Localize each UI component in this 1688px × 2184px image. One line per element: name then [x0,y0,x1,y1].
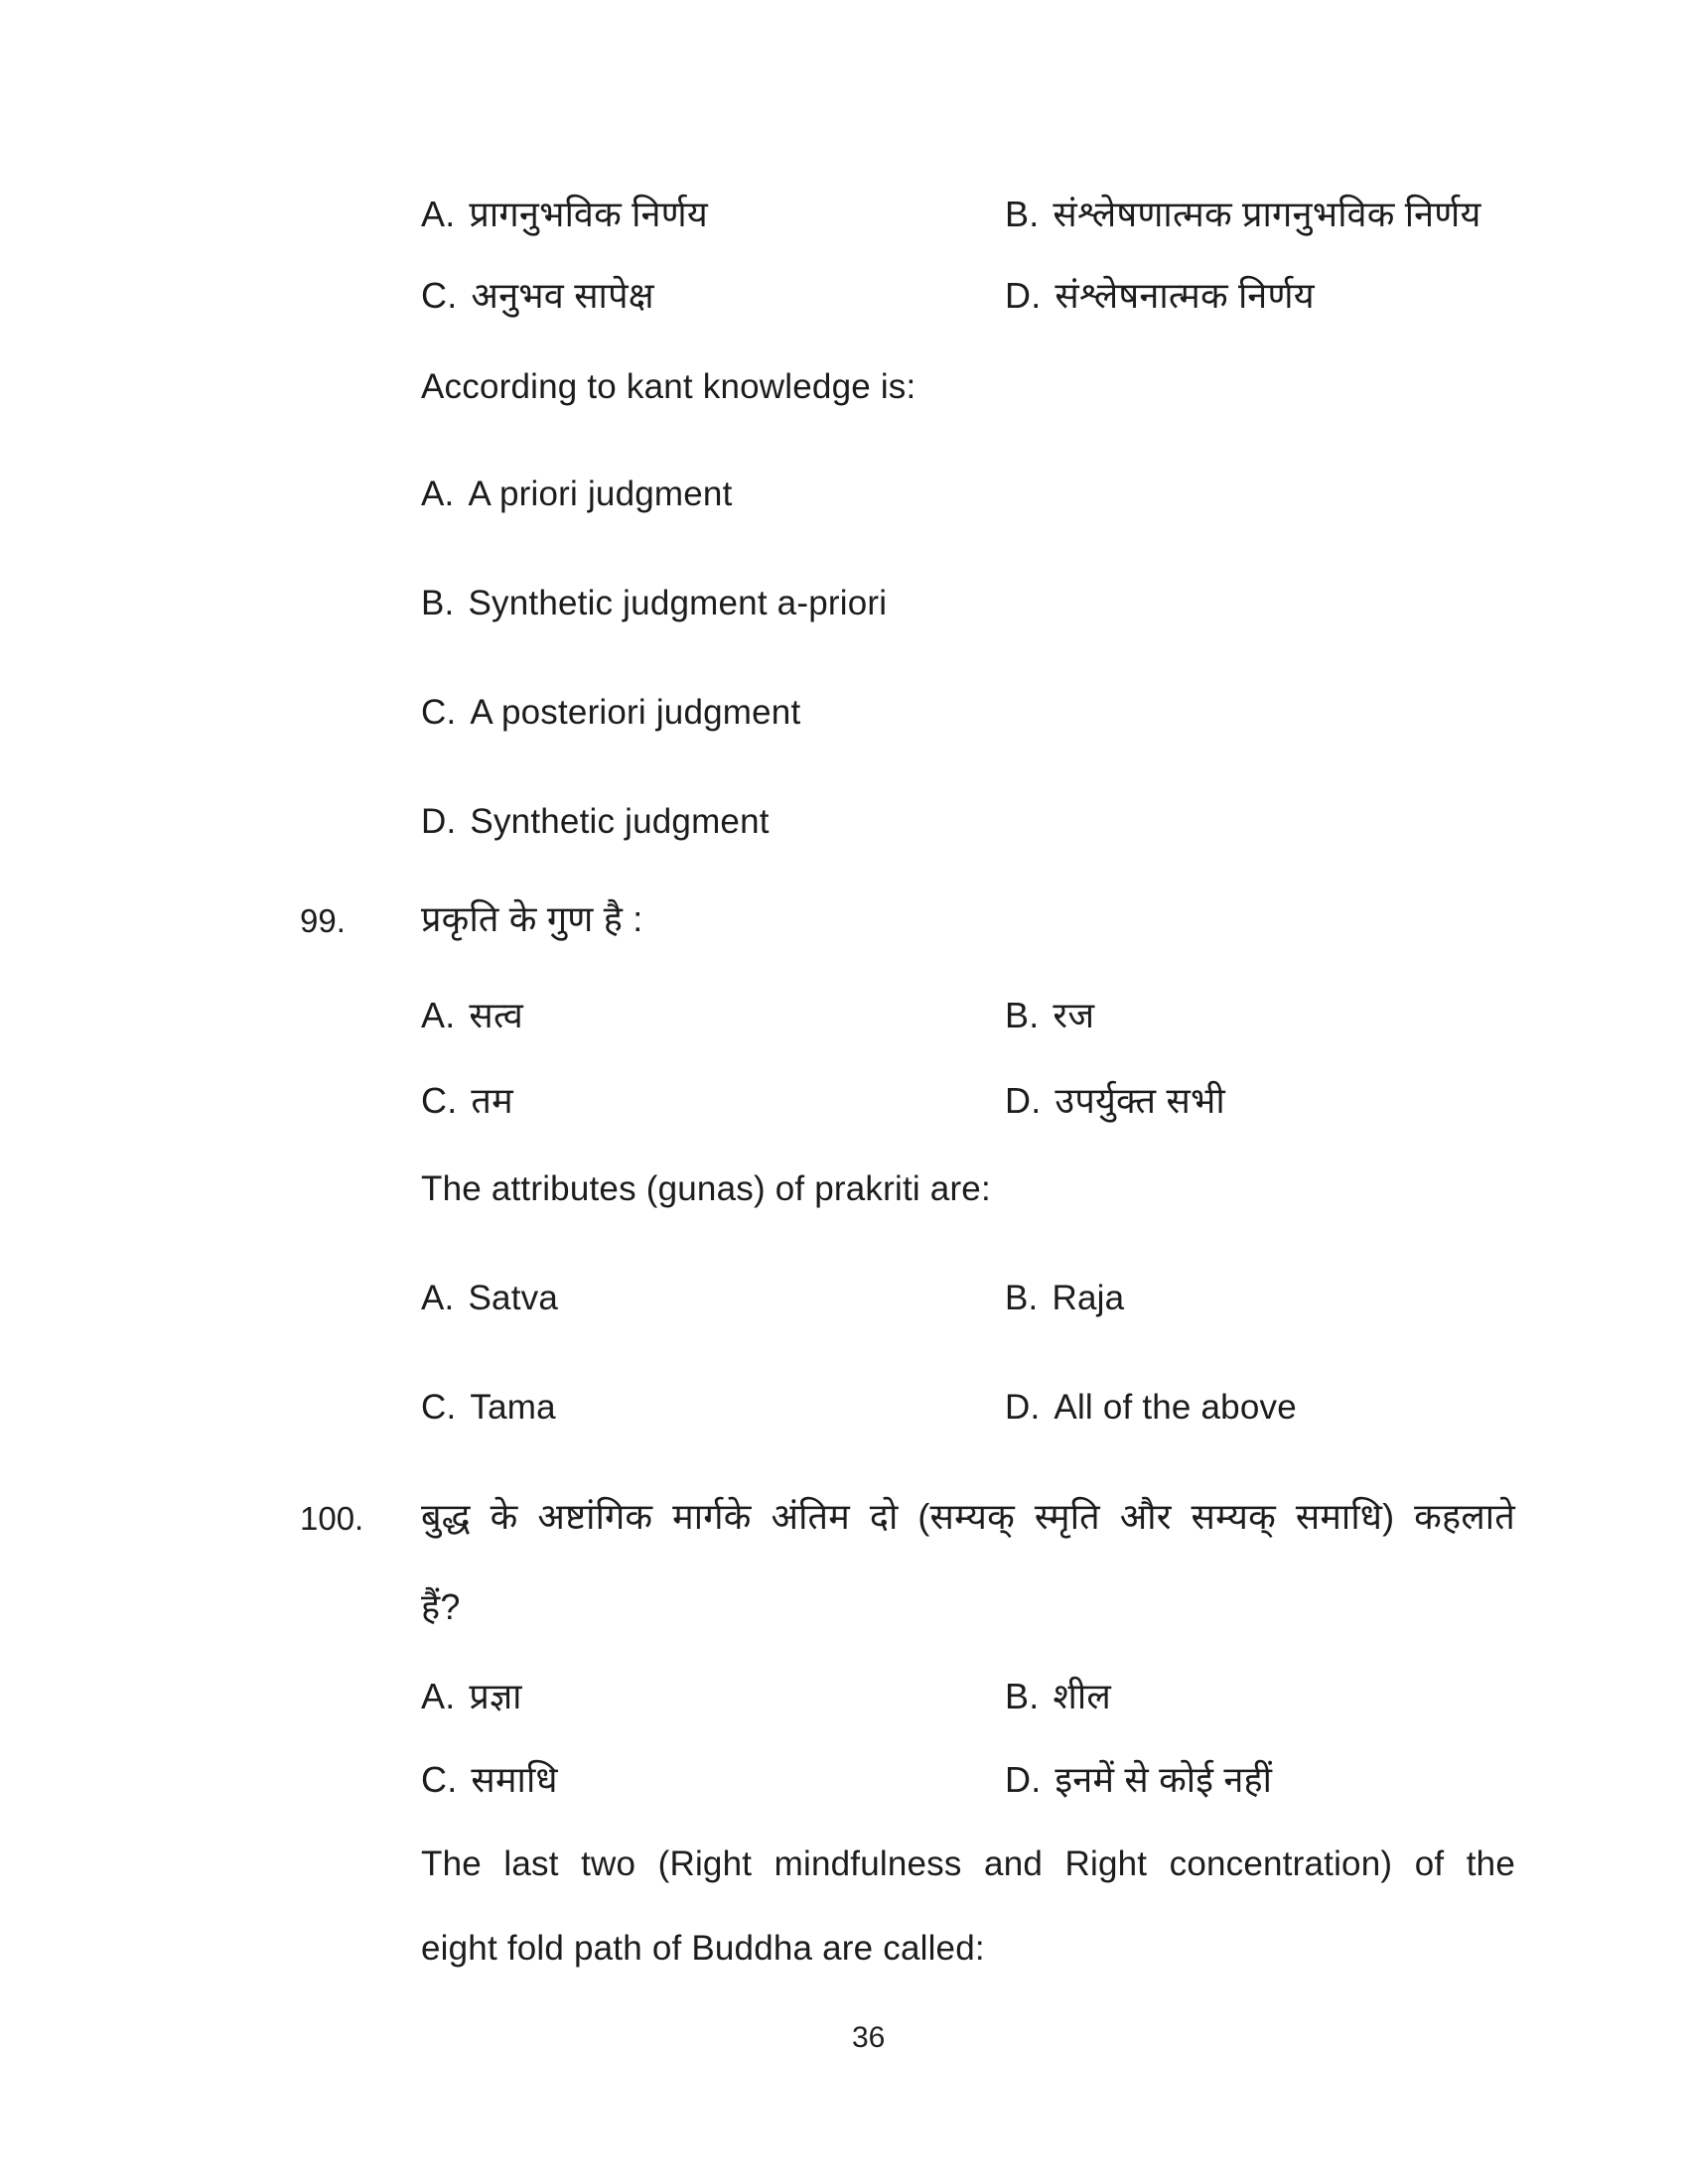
question-100-hindi-line2: हैं? [421,1586,461,1627]
q100-english-line2: eight fold path of Buddha are called: [421,1929,985,1968]
question-99-hindi-text: प्रकृति के गुण है : [421,898,643,939]
option-text: समाधि [471,1759,558,1800]
option-label: B. [1005,1279,1039,1317]
option-label: C. [421,1080,458,1121]
prev-q-english-option-c [421,691,800,735]
option-text: अनुभव सापेक्ष [471,275,654,316]
option-label: D. [1005,1388,1041,1427]
option-text: संश्लेषनात्मक निर्णय [1055,275,1315,316]
question-100-hindi-line1: बुद्ध के अष्टांगिक मार्गके अंतिम दो (सम्यक् स्मृति और सम्यक् समाधि) कहलाते [421,1496,1515,1537]
q99-english-option-b [1005,1277,1124,1320]
option-label: A. [421,194,456,234]
option-label: C. [421,1759,458,1800]
option-label: B. [1005,1676,1040,1716]
question-99-number: 99. [300,902,346,939]
q100-hindi-option-a [421,1674,522,1718]
prev-q-hindi-option-a [421,192,708,236]
option-text: Tama [470,1388,556,1427]
q99-english-question: The attributes (gunas) of prakriti are: [421,1169,991,1208]
option-text: Synthetic judgment a-priori [468,584,888,622]
option-text: प्रागनुभविक निर्णय [469,194,708,234]
q100-hindi-option-b [1005,1674,1111,1718]
option-label: A. [421,475,455,513]
option-label: B. [1005,194,1040,234]
option-label: C. [421,693,457,732]
option-text: Satva [468,1279,558,1317]
prev-q-hindi-option-b [1005,192,1481,236]
option-label: D. [1005,1759,1042,1800]
prev-q-english-option-a [421,473,733,516]
option-text: Raja [1052,1279,1125,1317]
option-label: B. [1005,995,1040,1035]
option-text: All of the above [1054,1388,1297,1427]
q99-english-option-a [421,1277,558,1320]
option-label: C. [421,275,458,316]
q100-hindi-option-d [1005,1757,1272,1802]
option-text: रज [1053,995,1095,1035]
option-text: A priori judgment [468,475,733,513]
prev-q-hindi-option-c [421,273,654,318]
prev-q-hindi-option-d [1005,273,1315,318]
q99-english-option-c [421,1386,556,1430]
q99-hindi-option-b [1005,993,1094,1037]
option-text: शील [1053,1676,1112,1716]
option-text: A posteriori judgment [470,693,801,732]
q99-hindi-option-c [421,1078,513,1123]
option-label: B. [421,584,455,622]
option-text: सत्व [469,995,523,1035]
option-text: उपर्युक्त सभी [1055,1080,1225,1121]
option-label: A. [421,995,456,1035]
option-label: A. [421,1676,456,1716]
option-text: तम [471,1080,513,1121]
prev-q-english-option-d [421,800,770,844]
question-100-number: 100. [300,1500,364,1537]
option-label: D. [1005,1080,1042,1121]
option-label: A. [421,1279,455,1317]
q100-english-line1: The last two (Right mindfulness and Right concentration) of the [421,1844,1515,1883]
option-text: इनमें से कोई नहीं [1055,1759,1273,1800]
prev-q-english-question: According to kant knowledge is: [421,367,916,406]
option-label: D. [1005,275,1042,316]
q100-hindi-option-c [421,1757,558,1802]
option-text: Synthetic judgment [470,802,770,841]
option-label: D. [421,802,457,841]
page-number: 36 [852,2021,886,2054]
option-text: संश्लेषणात्मक प्रागनुभविक निर्णय [1053,194,1481,234]
option-label: C. [421,1388,457,1427]
prev-q-english-option-b [421,582,887,625]
q99-english-option-d [1005,1386,1297,1430]
option-text: प्रज्ञा [469,1676,522,1716]
q99-hindi-option-a [421,993,523,1037]
q99-hindi-option-d [1005,1078,1225,1123]
